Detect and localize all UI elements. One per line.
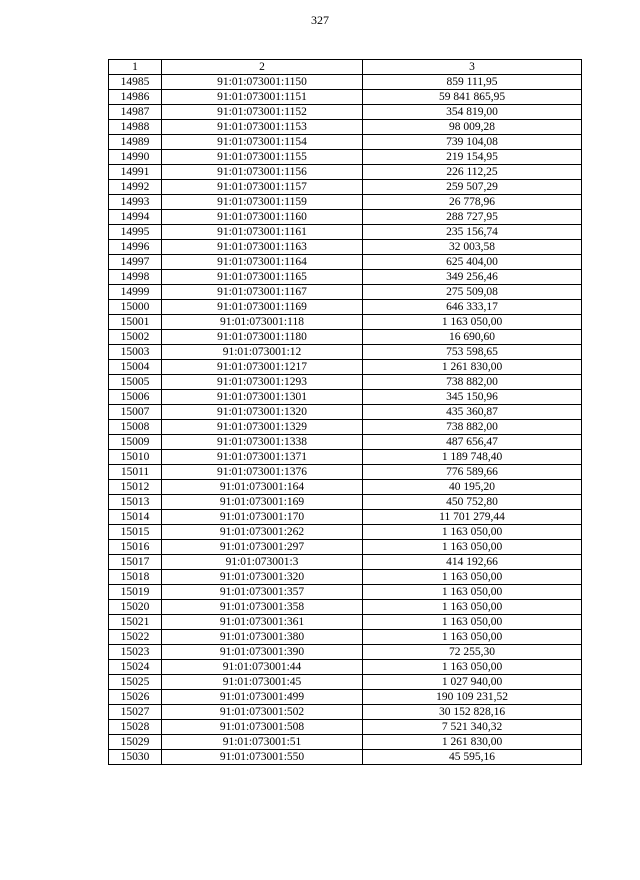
table-row	[109, 315, 582, 330]
cadastral-number-cell: 91:01:073001:508	[162, 720, 363, 735]
cadastral-number-cell: 91:01:073001:358	[162, 600, 363, 615]
cadastral-value-cell: 738 882,00	[363, 375, 582, 390]
row-number-cell: 15012	[109, 480, 162, 495]
table-row	[109, 330, 582, 345]
row-number-cell: 15007	[109, 405, 162, 420]
cadastral-number-cell: 91:01:073001:1293	[162, 375, 363, 390]
row-number-cell: 14990	[109, 150, 162, 165]
table-row	[109, 675, 582, 690]
cadastral-value-cell: 1 189 748,40	[363, 450, 582, 465]
page-number: 327	[311, 13, 329, 27]
row-number-cell: 15009	[109, 435, 162, 450]
cadastral-number-cell: 91:01:073001:12	[162, 345, 363, 360]
table-row	[109, 735, 582, 750]
cadastral-value-cell: 288 727,95	[363, 210, 582, 225]
cadastral-number-cell: 91:01:073001:1161	[162, 225, 363, 240]
cadastral-value-cell: 45 595,16	[363, 750, 582, 765]
cadastral-value-cell: 1 163 050,00	[363, 540, 582, 555]
cadastral-number-cell: 91:01:073001:1165	[162, 270, 363, 285]
row-number-cell: 15026	[109, 690, 162, 705]
cadastral-number-cell: 91:01:073001:320	[162, 570, 363, 585]
table-row	[109, 495, 582, 510]
table-row	[109, 705, 582, 720]
cadastral-value-cell: 345 150,96	[363, 390, 582, 405]
cadastral-value-cell: 16 690,60	[363, 330, 582, 345]
cadastral-value-cell: 753 598,65	[363, 345, 582, 360]
row-number-cell: 15027	[109, 705, 162, 720]
row-number-cell: 15003	[109, 345, 162, 360]
cadastral-value-cell: 32 003,58	[363, 240, 582, 255]
cadastral-number-cell: 91:01:073001:44	[162, 660, 363, 675]
row-number-cell: 15016	[109, 540, 162, 555]
row-number-cell: 15019	[109, 585, 162, 600]
row-number-cell: 14995	[109, 225, 162, 240]
row-number-cell: 15008	[109, 420, 162, 435]
cadastral-number-cell: 91:01:073001:164	[162, 480, 363, 495]
row-number-cell: 14986	[109, 90, 162, 105]
cadastral-value-cell: 226 112,25	[363, 165, 582, 180]
row-number-cell: 14988	[109, 120, 162, 135]
table-row	[109, 210, 582, 225]
table-row	[109, 375, 582, 390]
table-header-row	[109, 60, 582, 75]
row-number-cell: 15010	[109, 450, 162, 465]
table-row	[109, 555, 582, 570]
cadastral-value-cell: 72 255,30	[363, 645, 582, 660]
row-number-cell: 14993	[109, 195, 162, 210]
table-row	[109, 240, 582, 255]
cadastral-value-cell: 1 163 050,00	[363, 600, 582, 615]
table-row	[109, 480, 582, 495]
row-number-cell: 15017	[109, 555, 162, 570]
row-number-cell: 15013	[109, 495, 162, 510]
cadastral-value-cell: 1 163 050,00	[363, 630, 582, 645]
table-row	[109, 570, 582, 585]
cadastral-number-cell: 91:01:073001:1371	[162, 450, 363, 465]
row-number-cell: 14985	[109, 75, 162, 90]
cadastral-number-cell: 91:01:073001:1169	[162, 300, 363, 315]
cadastral-value-cell: 738 882,00	[363, 420, 582, 435]
table-row	[109, 405, 582, 420]
cadastral-number-cell: 91:01:073001:1338	[162, 435, 363, 450]
table-row	[109, 690, 582, 705]
cadastral-number-cell: 91:01:073001:1157	[162, 180, 363, 195]
row-number-cell: 15015	[109, 525, 162, 540]
cadastral-value-cell: 1 163 050,00	[363, 585, 582, 600]
row-number-cell: 15014	[109, 510, 162, 525]
row-number-cell: 15022	[109, 630, 162, 645]
row-number-cell: 14991	[109, 165, 162, 180]
table-row	[109, 345, 582, 360]
cadastral-number-cell: 91:01:073001:51	[162, 735, 363, 750]
cadastral-number-cell: 91:01:073001:380	[162, 630, 363, 645]
table-row	[109, 720, 582, 735]
row-number-cell: 15000	[109, 300, 162, 315]
cadastral-value-cell: 349 256,46	[363, 270, 582, 285]
cadastral-number-cell: 91:01:073001:1217	[162, 360, 363, 375]
cadastral-value-cell: 30 152 828,16	[363, 705, 582, 720]
row-number-cell: 15025	[109, 675, 162, 690]
table-row	[109, 285, 582, 300]
row-number-cell: 14999	[109, 285, 162, 300]
table-row	[109, 255, 582, 270]
cadastral-number-cell: 91:01:073001:1151	[162, 90, 363, 105]
row-number-cell: 15006	[109, 390, 162, 405]
cadastral-value-cell: 354 819,00	[363, 105, 582, 120]
row-number-cell: 15018	[109, 570, 162, 585]
cadastral-number-cell: 91:01:073001:3	[162, 555, 363, 570]
table-row	[109, 540, 582, 555]
cadastral-value-cell: 1 163 050,00	[363, 570, 582, 585]
cadastral-number-cell: 91:01:073001:1154	[162, 135, 363, 150]
table-row	[109, 750, 582, 765]
cadastral-number-cell: 91:01:073001:1156	[162, 165, 363, 180]
cadastral-number-cell: 91:01:073001:499	[162, 690, 363, 705]
row-number-cell: 14987	[109, 105, 162, 120]
cadastral-number-cell: 91:01:073001:357	[162, 585, 363, 600]
cadastral-number-cell: 91:01:073001:262	[162, 525, 363, 540]
row-number-cell: 15021	[109, 615, 162, 630]
row-number-cell: 15023	[109, 645, 162, 660]
cadastral-number-cell: 91:01:073001:1376	[162, 465, 363, 480]
row-number-cell: 15020	[109, 600, 162, 615]
table-row	[109, 180, 582, 195]
row-number-cell: 14992	[109, 180, 162, 195]
table-row	[109, 435, 582, 450]
table-row	[109, 615, 582, 630]
cadastral-value-cell: 1 027 940,00	[363, 675, 582, 690]
cadastral-value-cell: 1 163 050,00	[363, 315, 582, 330]
cadastral-value-cell: 259 507,29	[363, 180, 582, 195]
cadastral-number-cell: 91:01:073001:1160	[162, 210, 363, 225]
cadastral-value-cell: 1 261 830,00	[363, 735, 582, 750]
row-number-cell: 15028	[109, 720, 162, 735]
cadastral-value-cell: 646 333,17	[363, 300, 582, 315]
table-row	[109, 645, 582, 660]
table-row	[109, 225, 582, 240]
table-row	[109, 90, 582, 105]
cadastral-number-cell: 91:01:073001:118	[162, 315, 363, 330]
cadastral-value-cell: 275 509,08	[363, 285, 582, 300]
table-row	[109, 420, 582, 435]
cadastral-number-cell: 91:01:073001:169	[162, 495, 363, 510]
cadastral-number-cell: 91:01:073001:1301	[162, 390, 363, 405]
cadastral-number-cell: 91:01:073001:1152	[162, 105, 363, 120]
cadastral-value-cell: 859 111,95	[363, 75, 582, 90]
cadastral-number-cell: 91:01:073001:1167	[162, 285, 363, 300]
table-row	[109, 270, 582, 285]
table-row	[109, 360, 582, 375]
cadastral-value-cell: 40 195,20	[363, 480, 582, 495]
row-number-cell: 15030	[109, 750, 162, 765]
cadastral-value-table	[108, 59, 582, 765]
row-number-cell: 15011	[109, 465, 162, 480]
table-row	[109, 390, 582, 405]
cadastral-value-cell: 11 701 279,44	[363, 510, 582, 525]
row-number-cell: 14996	[109, 240, 162, 255]
cadastral-number-cell: 91:01:073001:1329	[162, 420, 363, 435]
table-row	[109, 105, 582, 120]
cadastral-value-cell: 7 521 340,32	[363, 720, 582, 735]
table-row	[109, 510, 582, 525]
table-row	[109, 195, 582, 210]
table-row	[109, 600, 582, 615]
cadastral-number-cell: 91:01:073001:170	[162, 510, 363, 525]
cadastral-number-cell: 91:01:073001:1164	[162, 255, 363, 270]
cadastral-number-cell: 91:01:073001:361	[162, 615, 363, 630]
table-body	[109, 75, 582, 765]
cadastral-number-cell: 91:01:073001:1155	[162, 150, 363, 165]
cadastral-value-cell: 1 261 830,00	[363, 360, 582, 375]
table-row	[109, 165, 582, 180]
cadastral-value-cell: 414 192,66	[363, 555, 582, 570]
cadastral-number-cell: 91:01:073001:502	[162, 705, 363, 720]
cadastral-value-cell: 219 154,95	[363, 150, 582, 165]
header-column-2: 2	[162, 60, 363, 75]
row-number-cell: 14989	[109, 135, 162, 150]
table-row	[109, 300, 582, 315]
cadastral-value-cell: 235 156,74	[363, 225, 582, 240]
row-number-cell: 15001	[109, 315, 162, 330]
header-column-1: 1	[109, 60, 162, 75]
table-row	[109, 75, 582, 90]
cadastral-value-cell: 1 163 050,00	[363, 660, 582, 675]
table-row	[109, 450, 582, 465]
row-number-cell: 14997	[109, 255, 162, 270]
table-row	[109, 120, 582, 135]
cadastral-value-cell: 487 656,47	[363, 435, 582, 450]
row-number-cell: 14994	[109, 210, 162, 225]
row-number-cell: 15005	[109, 375, 162, 390]
header-column-3: 3	[363, 60, 582, 75]
cadastral-value-cell: 1 163 050,00	[363, 615, 582, 630]
cadastral-number-cell: 91:01:073001:1320	[162, 405, 363, 420]
row-number-cell: 15024	[109, 660, 162, 675]
cadastral-number-cell: 91:01:073001:1163	[162, 240, 363, 255]
table-row	[109, 465, 582, 480]
row-number-cell: 15029	[109, 735, 162, 750]
table-row	[109, 630, 582, 645]
cadastral-value-cell: 1 163 050,00	[363, 525, 582, 540]
row-number-cell: 15002	[109, 330, 162, 345]
cadastral-value-cell: 739 104,08	[363, 135, 582, 150]
cadastral-number-cell: 91:01:073001:390	[162, 645, 363, 660]
row-number-cell: 14998	[109, 270, 162, 285]
cadastral-value-cell: 190 109 231,52	[363, 690, 582, 705]
cadastral-value-cell: 59 841 865,95	[363, 90, 582, 105]
cadastral-number-cell: 91:01:073001:1150	[162, 75, 363, 90]
cadastral-number-cell: 91:01:073001:550	[162, 750, 363, 765]
row-number-cell: 15004	[109, 360, 162, 375]
table-row	[109, 525, 582, 540]
cadastral-value-cell: 98 009,28	[363, 120, 582, 135]
cadastral-value-cell: 26 778,96	[363, 195, 582, 210]
cadastral-number-cell: 91:01:073001:1153	[162, 120, 363, 135]
cadastral-value-cell: 450 752,80	[363, 495, 582, 510]
cadastral-value-cell: 625 404,00	[363, 255, 582, 270]
cadastral-value-cell: 776 589,66	[363, 465, 582, 480]
cadastral-value-cell: 435 360,87	[363, 405, 582, 420]
cadastral-number-cell: 91:01:073001:45	[162, 675, 363, 690]
cadastral-number-cell: 91:01:073001:1180	[162, 330, 363, 345]
table-row	[109, 660, 582, 675]
cadastral-number-cell: 91:01:073001:1159	[162, 195, 363, 210]
table-row	[109, 135, 582, 150]
table-row	[109, 585, 582, 600]
cadastral-number-cell: 91:01:073001:297	[162, 540, 363, 555]
table-row	[109, 150, 582, 165]
